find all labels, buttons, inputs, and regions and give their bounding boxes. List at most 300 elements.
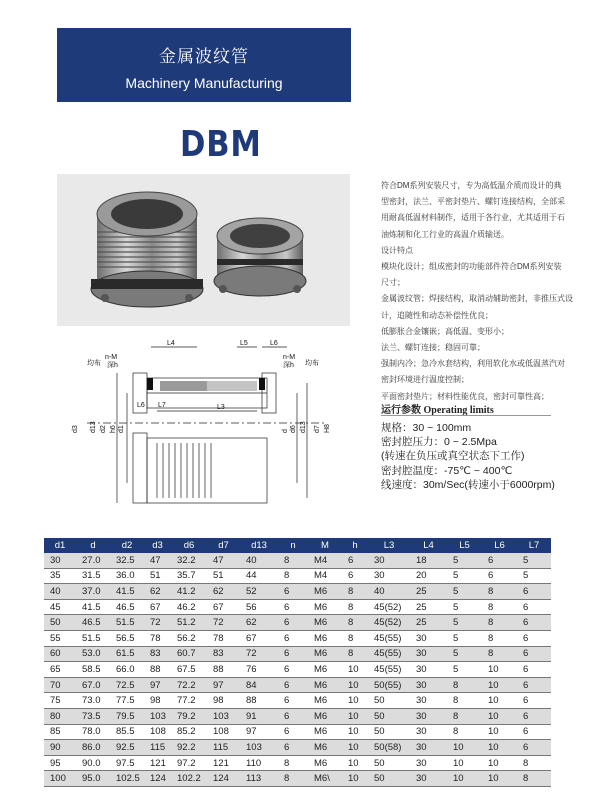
column-header: L7 [517,538,551,553]
table-cell: 58.5 [76,662,110,678]
table-cell: 124 [144,771,171,787]
table-cell: 5 [447,662,482,678]
table-cell: 83 [207,646,240,662]
table-cell: 6 [517,584,551,600]
table-cell: 41.5 [110,584,144,600]
table-cell: 6 [278,630,308,646]
table-row [44,740,551,756]
table-cell: 45 [44,599,76,615]
svg-text:d13: d13 [300,421,307,433]
table-cell: 6 [517,630,551,646]
table-cell: 30 [410,662,447,678]
table-cell: 30 [368,553,410,568]
column-header: n [278,538,308,553]
svg-text:深h: 深h [283,362,294,369]
table-cell: 8 [447,708,482,724]
table-cell: 97 [240,724,278,740]
table-cell: 41.2 [171,584,207,600]
table-cell: 60.7 [171,646,207,662]
table-cell: 124 [207,771,240,787]
column-header: d3 [144,538,171,553]
table-cell: 45(55) [368,630,410,646]
svg-text:均布: 均布 [87,360,101,367]
table-cell: 92.2 [171,740,207,756]
desc-line: 型密封，法兰、平密封垫片、螺钉连接结构，全部采 [381,197,565,207]
table-cell: 37.0 [76,584,110,600]
table-cell: 6 [278,662,308,678]
table-cell: 95.0 [76,771,110,787]
table-cell: 110 [240,755,278,771]
table-cell: 46.2 [171,599,207,615]
table-cell: 103 [207,708,240,724]
table-cell: 56.2 [171,630,207,646]
table-cell: 6 [517,646,551,662]
column-header: d1 [44,538,76,553]
table-cell: 10 [482,771,517,787]
table-cell: 8 [447,677,482,693]
table-cell: 40 [44,584,76,600]
table-cell: 85.2 [171,724,207,740]
table-cell: 32.2 [171,553,207,568]
table-cell: 83 [144,646,171,662]
table-cell: 73.0 [76,693,110,709]
table-row [44,677,551,693]
table-cell: 30 [410,708,447,724]
table-cell: 8 [278,771,308,787]
table-cell: 51 [207,568,240,584]
product-description [381,178,573,405]
table-cell: 50 [368,771,410,787]
table-cell: 121 [207,755,240,771]
table-cell: 5 [517,553,551,568]
table-cell: 40 [368,584,410,600]
table-cell: 51.5 [110,615,144,631]
desc-line: 用耐高低温材料制作，适用于各行业，尤其适用于石 [381,213,565,223]
table-cell: 46.5 [76,615,110,631]
operating-limits-list [381,421,555,492]
table-row [44,708,551,724]
table-header-row [44,538,551,553]
operating-limit-item: (转速在负压或真空状态下工作) [381,450,525,463]
table-cell: 51 [144,568,171,584]
table-cell: 97 [207,677,240,693]
table-cell: 10 [342,708,368,724]
table-cell: 66.0 [110,662,144,678]
operating-limits-title: 运行参数 Operating limits [381,405,494,416]
desc-line: 平面密封垫片；材料性能优良，密封可靠性高； [381,391,549,401]
table-cell: 95 [44,755,76,771]
svg-text:h6: h6 [110,425,117,433]
table-cell: 56 [240,599,278,615]
table-cell: 10 [342,755,368,771]
table-row [44,693,551,709]
table-cell: 55 [44,630,76,646]
table-cell: 10 [447,755,482,771]
operating-limit-item: 线速度：30m/Sec(转速小于6000rpm) [381,478,555,491]
table-cell: 77.2 [171,693,207,709]
table-cell: 6 [517,599,551,615]
table-cell: 5 [447,599,482,615]
svg-text:n-M: n-M [105,354,118,361]
table-cell: 76 [240,662,278,678]
table-cell: 10 [342,724,368,740]
table-cell: M6 [308,740,342,756]
column-header: d7 [207,538,240,553]
table-cell: 115 [207,740,240,756]
table-cell: 6 [278,615,308,631]
table-cell: 40 [240,553,278,568]
table-cell: 62 [240,615,278,631]
table-cell: 30 [410,771,447,787]
table-cell: 27.0 [76,553,110,568]
table-cell: 113 [240,771,278,787]
table-cell: 32.5 [110,553,144,568]
dimension-table [44,538,551,787]
table-cell: 8 [342,599,368,615]
table-row [44,615,551,631]
table-cell: M6 [308,584,342,600]
table-cell: 45(52) [368,599,410,615]
table-cell: 10 [447,740,482,756]
table-cell: 65 [44,662,76,678]
table-cell: 6 [278,693,308,709]
table-cell: M6 [308,693,342,709]
table-cell: 35.7 [171,568,207,584]
table-cell: 72.2 [171,677,207,693]
table-cell: 35 [44,568,76,584]
table-cell: 10 [482,677,517,693]
column-header: d [76,538,110,553]
table-cell: 86.0 [76,740,110,756]
table-cell: 102.2 [171,771,207,787]
table-cell: 6 [517,677,551,693]
table-cell: 6 [278,646,308,662]
table-cell: 73.5 [76,708,110,724]
column-header: L6 [482,538,517,553]
table-cell: 70 [44,677,76,693]
table-cell: 47 [144,553,171,568]
table-cell: 108 [207,724,240,740]
table-cell: 6 [517,615,551,631]
table-cell: 50 [368,708,410,724]
operating-limit-item: 密封腔压力：0 ~ 2.5Mpa [381,436,497,449]
table-cell: 25 [410,599,447,615]
table-cell: 90.0 [76,755,110,771]
desc-line: 计，追随性和动态补偿性优良； [381,310,493,320]
table-cell: M6 [308,646,342,662]
svg-text:均布: 均布 [305,360,319,367]
table-cell: 62 [207,584,240,600]
table-cell: 102.5 [110,771,144,787]
table-cell: 77.5 [110,693,144,709]
table-cell: 88 [240,693,278,709]
table-cell: 30 [410,724,447,740]
svg-text:L4: L4 [167,340,175,347]
technical-drawing [57,333,350,516]
table-cell: 51.2 [171,615,207,631]
table-cell: 30 [410,693,447,709]
column-header: d13 [240,538,278,553]
table-cell: 10 [482,708,517,724]
title-banner [57,28,351,102]
table-cell: 44 [240,568,278,584]
table-cell: 10 [342,771,368,787]
desc-line: 密封环境进行温度控制； [381,375,469,385]
table-cell: 25 [410,584,447,600]
table-cell: 10 [342,740,368,756]
table-cell: 61.5 [110,646,144,662]
table-cell: 6 [517,693,551,709]
table-cell: M6 [308,662,342,678]
table-cell: 79.2 [171,708,207,724]
table-cell: 88 [207,662,240,678]
table-cell: 8 [447,693,482,709]
table-cell: 6 [278,724,308,740]
operating-limit-item: 密封腔温度：-75℃ ~ 400℃ [381,464,513,477]
table-cell: 6 [517,662,551,678]
table-cell: 6 [517,724,551,740]
table-cell: M6 [308,755,342,771]
table-cell: 108 [144,724,171,740]
desc-line: 尺寸； [381,278,405,288]
svg-text:L6: L6 [137,402,145,409]
table-cell: 8 [517,771,551,787]
table-cell: 97.5 [110,755,144,771]
banner-title-en: Machinery Manufacturing [125,75,283,91]
table-cell: 31.5 [76,568,110,584]
table-cell: 67 [207,599,240,615]
table-cell: 79.5 [110,708,144,724]
desc-line: 低膨胀合金镶嵌；高低温、变形小； [381,326,509,336]
table-cell: 6 [278,708,308,724]
table-cell: M6 [308,708,342,724]
table-cell: 85 [44,724,76,740]
table-cell: 5 [447,646,482,662]
table-cell: 10 [342,677,368,693]
table-cell: 6 [517,740,551,756]
table-cell: 6 [482,553,517,568]
table-cell: 75 [44,693,76,709]
table-cell: 51.5 [76,630,110,646]
table-cell: 30 [410,630,447,646]
table-cell: 72.5 [110,677,144,693]
table-cell: 6 [278,677,308,693]
table-cell: 67 [240,630,278,646]
table-cell: M6 [308,724,342,740]
table-cell: 56.5 [110,630,144,646]
table-row [44,771,551,787]
table-cell: 30 [44,553,76,568]
table-cell: 30 [410,646,447,662]
table-cell: 10 [482,755,517,771]
table-cell: 8 [278,553,308,568]
table-cell: 50 [44,615,76,631]
svg-text:d13: d13 [90,421,97,433]
table-cell: 67.0 [76,677,110,693]
table-cell: 98 [144,693,171,709]
table-cell: 6 [482,568,517,584]
svg-text:d: d [282,429,289,433]
table-body [44,553,551,786]
table-cell: 10 [482,740,517,756]
section-drawing [57,333,350,516]
table-cell: 8 [482,615,517,631]
table-cell: 72 [207,615,240,631]
table-cell: M4 [308,568,342,584]
column-header: h [342,538,368,553]
table-cell: 60 [44,646,76,662]
table-cell: 8 [447,724,482,740]
table-cell: 62 [144,584,171,600]
table-cell: 50(58) [368,740,410,756]
table-cell: 100 [44,771,76,787]
banner-title-cn: 金属波纹管 [159,47,249,66]
table-cell: M6 [308,615,342,631]
table-cell: 30 [368,568,410,584]
table-cell: 72 [240,646,278,662]
table-cell: 80 [44,708,76,724]
table-cell: 6 [278,584,308,600]
table-cell: 10 [342,693,368,709]
table-cell: 98 [207,693,240,709]
table-cell: 30 [410,677,447,693]
table-cell: 50 [368,755,410,771]
table-cell: 10 [482,724,517,740]
svg-text:L5: L5 [240,340,248,347]
desc-line: 模块化设计；组成密封的功能部件符合DM系列安装 [381,262,562,272]
table-cell: 8 [517,755,551,771]
table-cell: 10 [482,693,517,709]
svg-text:深h: 深h [107,362,118,369]
desc-line: 强制内冷；急冷水套结构，利用软化水或低温蒸汽对 [381,359,565,369]
table-cell: 67 [144,599,171,615]
operating-limit-item: 规格：30 ~ 100mm [381,422,472,434]
table-cell: 6 [278,740,308,756]
svg-text:L3: L3 [217,404,225,411]
table-row [44,568,551,584]
table-cell: 6 [278,599,308,615]
table-cell: 84 [240,677,278,693]
table-cell: 6 [517,708,551,724]
table-cell: 30 [410,740,447,756]
svg-text:H8: H8 [324,424,331,433]
table-cell: 5 [447,568,482,584]
table-cell: 115 [144,740,171,756]
desc-line: 法兰、螺钉连接；稳固可靠； [381,343,485,353]
table-cell: 8 [482,646,517,662]
table-cell: 103 [144,708,171,724]
desc-line: 油炼制和化工行业的高温介质输送。 [381,229,509,239]
svg-text:L6: L6 [270,340,278,347]
table-cell: 8 [342,646,368,662]
column-header: L5 [447,538,482,553]
table-cell: 10 [447,771,482,787]
svg-text:d2: d2 [100,425,107,433]
table-cell: 18 [410,553,447,568]
table-cell: 90 [44,740,76,756]
table-cell: 78 [144,630,171,646]
table-row [44,630,551,646]
table-row [44,646,551,662]
column-header: d2 [110,538,144,553]
desc-line: 符合DM系列安装尺寸，专为高低温介质而设计的典 [381,181,562,190]
table-row [44,553,551,568]
table-cell: M6\ [308,771,342,787]
table-cell: 10 [482,662,517,678]
table-cell: 92.5 [110,740,144,756]
bellows-seal-photo [57,174,350,326]
svg-text:d6: d6 [290,425,297,433]
table-cell: 41.5 [76,599,110,615]
table-cell: 8 [342,584,368,600]
table-cell: 50 [368,693,410,709]
table-cell: M6 [308,630,342,646]
table-cell: 30 [410,755,447,771]
svg-text:d3: d3 [72,425,79,433]
table-cell: 88 [144,662,171,678]
table-row [44,599,551,615]
table-cell: 5 [447,553,482,568]
table-cell: 10 [342,662,368,678]
column-header: M [308,538,342,553]
table-cell: 67.5 [171,662,207,678]
table-row [44,724,551,740]
table-cell: 50(55) [368,677,410,693]
table-cell: 8 [482,630,517,646]
product-photo [57,174,350,326]
svg-text:L7: L7 [158,402,166,409]
column-header: L3 [368,538,410,553]
model-name: DBM [180,124,262,165]
table-cell: 8 [342,615,368,631]
column-header: d6 [171,538,207,553]
table-cell: 5 [447,630,482,646]
table-cell: 72 [144,615,171,631]
table-cell: 53.0 [76,646,110,662]
table-cell: M6 [308,677,342,693]
table-cell: M4 [308,553,342,568]
desc-line: 金属波纹管；焊接结构，取消动辅助密封，非推压式设 [381,294,573,304]
table-cell: 8 [342,630,368,646]
svg-text:d1: d1 [118,425,125,433]
table-cell: 78.0 [76,724,110,740]
table-cell: 5 [447,584,482,600]
table-cell: 8 [482,599,517,615]
table-cell: 5 [447,615,482,631]
column-header: L4 [410,538,447,553]
svg-text:n-M: n-M [283,354,296,361]
table-row [44,584,551,600]
table-cell: 85.5 [110,724,144,740]
divider [381,415,551,416]
table-cell: 45(52) [368,615,410,631]
table-cell: 36.0 [110,568,144,584]
table-cell: 46.5 [110,599,144,615]
table-cell: 20 [410,568,447,584]
table-cell: 121 [144,755,171,771]
table-cell: 45(55) [368,662,410,678]
table-cell: 45(55) [368,646,410,662]
desc-heading: 设计特点 [381,245,413,255]
table-cell: 91 [240,708,278,724]
table-cell: 8 [278,568,308,584]
table-cell: 6 [342,568,368,584]
table-cell: 78 [207,630,240,646]
table-cell: 50 [368,724,410,740]
table-cell: 8 [278,755,308,771]
svg-text:d7: d7 [314,425,321,433]
table-cell: 97.2 [171,755,207,771]
